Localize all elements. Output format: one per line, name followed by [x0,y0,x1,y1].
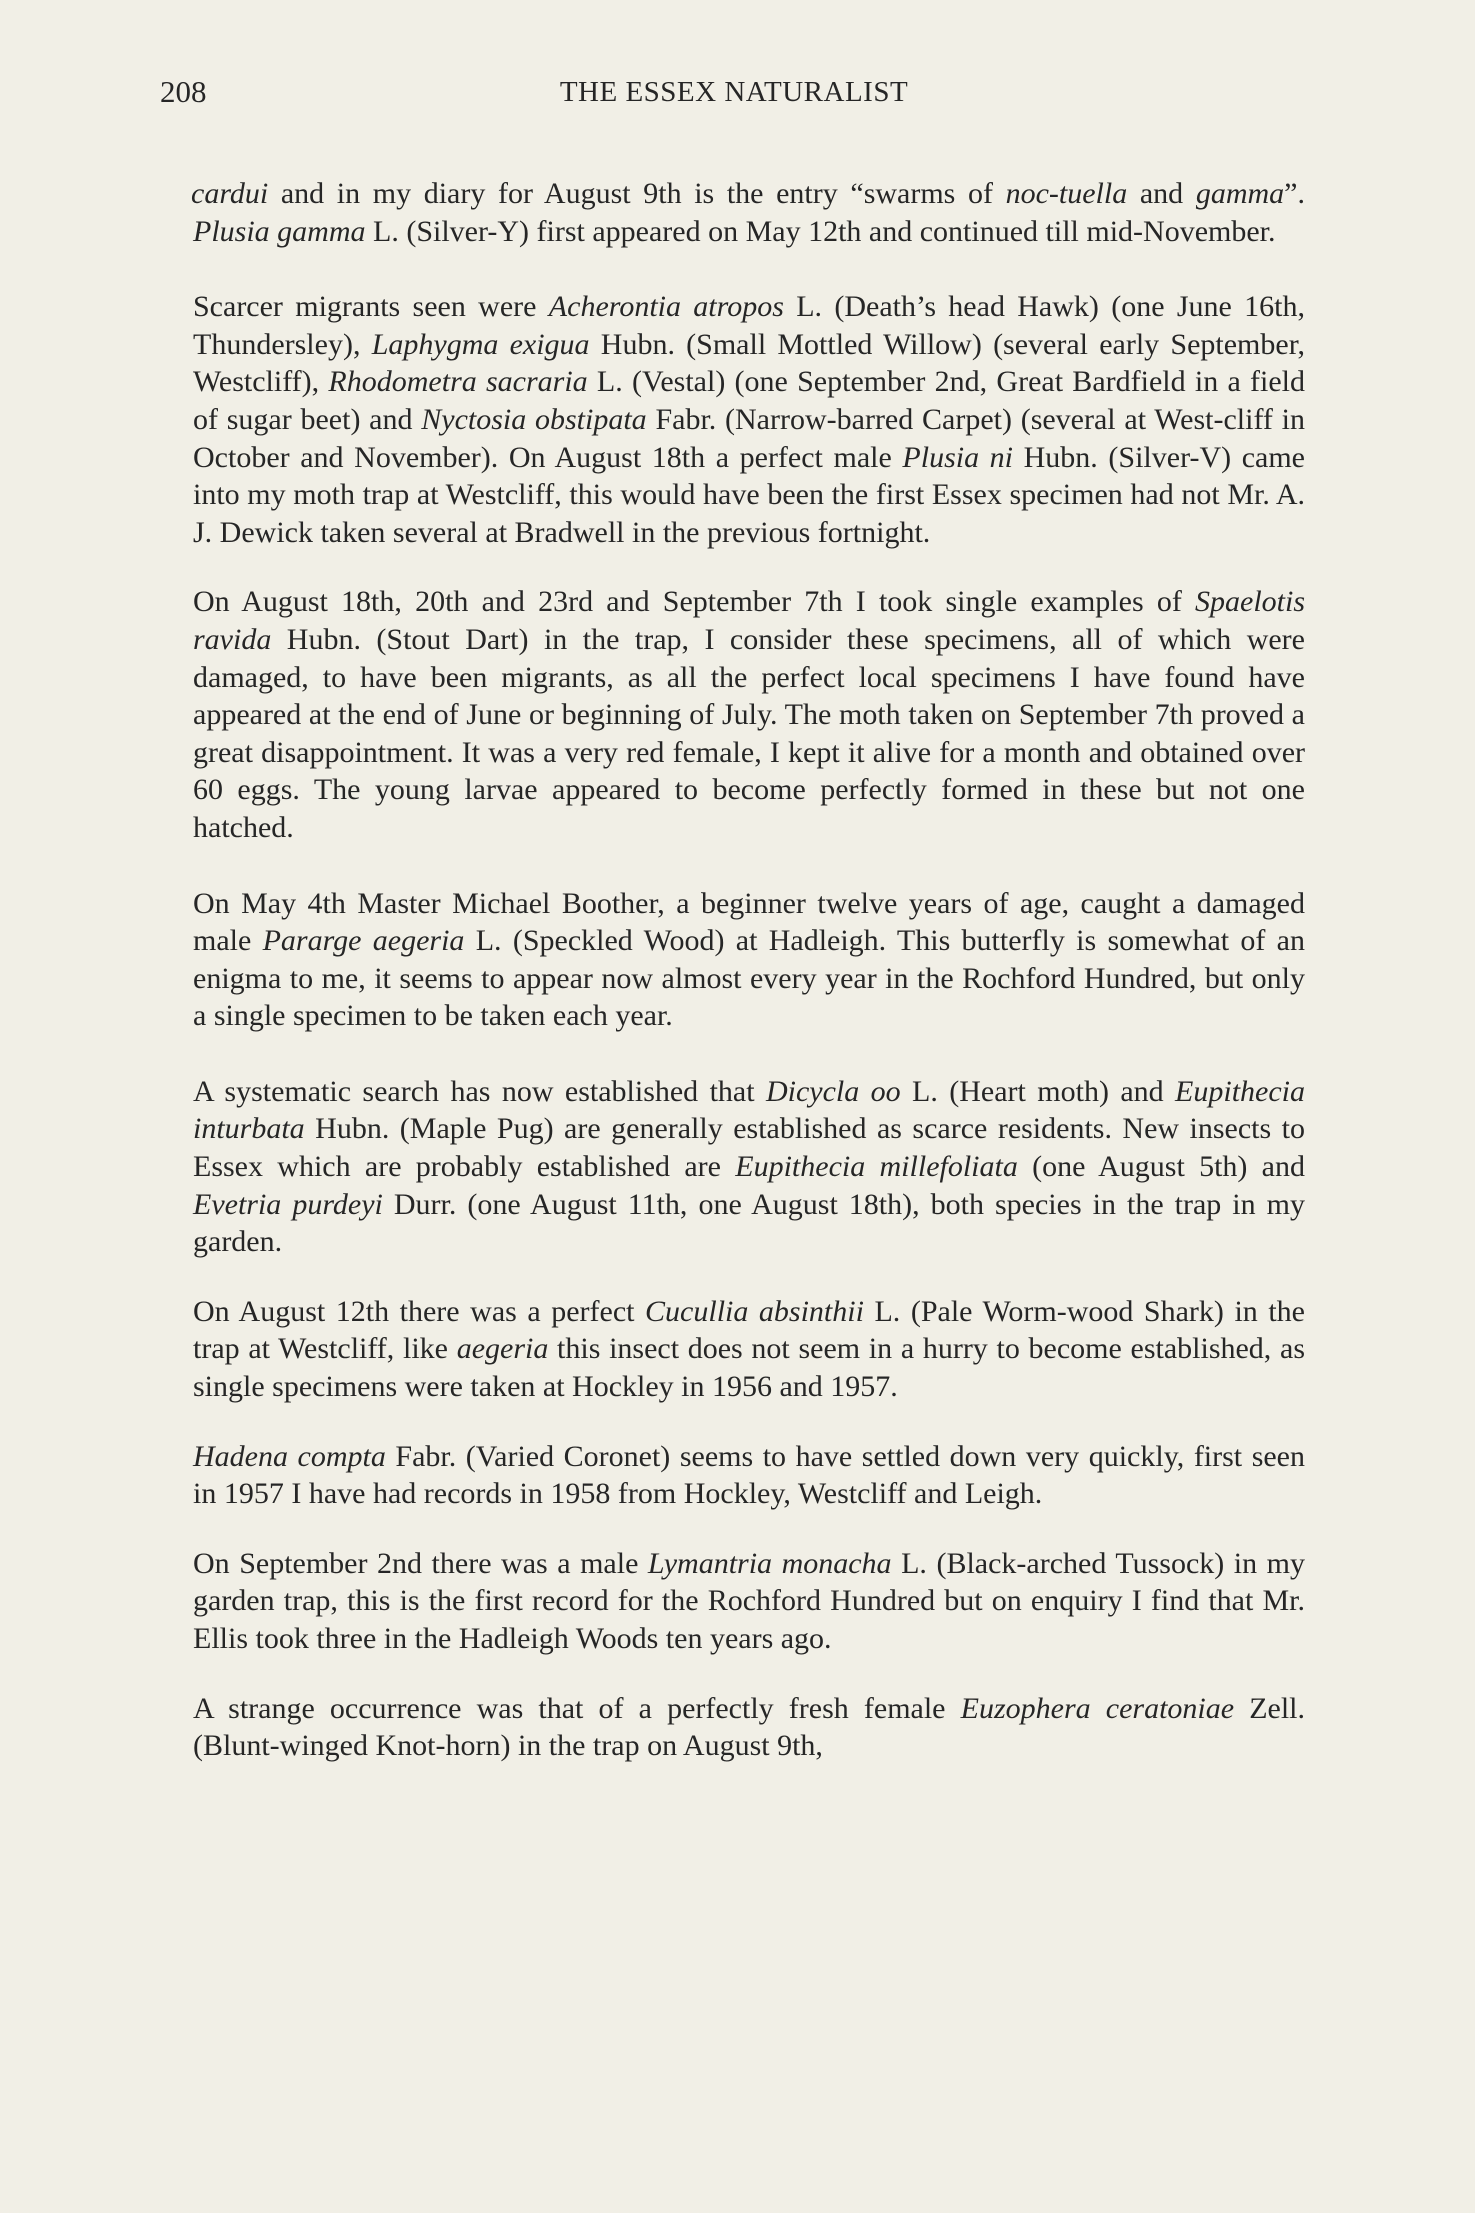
text-run: Durr. (one August 11th, one August 18th), both species in the trap in my garden. [193,1187,1305,1259]
italic-term: Euzophera ceratoniae [960,1691,1235,1725]
text-run: A strange occurrence was that of a perfectly fresh female [193,1691,961,1725]
paragraph [193,1438,1305,1513]
paragraph [193,1073,1305,1261]
italic-term: aegeria [456,1332,549,1366]
italic-term: Evetria purdeyi [193,1187,383,1221]
text-run: (one August 5th) and [1017,1150,1306,1184]
text-run: L. (Pale Worm-wood Shark) in the trap at Westcliff, like [193,1294,1305,1366]
text-run: and [1127,177,1196,210]
italic-term: Nyctosia obstipata [421,402,647,436]
paragraph [193,1690,1305,1765]
italic-term: Lymantria monacha [647,1546,892,1580]
italic-term: cardui [191,177,269,210]
italic-term: Pararge aegeria [262,924,465,958]
page-number: 208 [160,74,207,109]
paragraph [193,1293,1305,1406]
text-run: On May 4th Master Michael Boother, a beginner twelve years of age, caught a damaged male [193,886,1305,958]
paragraph [193,175,1305,250]
text-run: and in my diary for August 9th is the entry “swarms of [268,177,1006,210]
text-run: Hubn. (Stout Dart) in the trap, I consider these specimens, all of which were damaged, to have been migrants, as all the perfect local specimens I have found have appeared at the end of June or beginning of July. The moth taken on September 7th proved a great disappointment. It was a very red female, I kept it alive for a month and obtained over 60 eggs. The young larvae appeared to become perfectly formed in these but not one hatched. [193,622,1305,844]
italic-term: noc-tuella [1005,177,1128,210]
text-run: L. (Black-arched Tussock) in my garden trap, this is the first record for the Rochford Hundred but on enquiry I find that Mr. Ellis took three in the Hadleigh Woods ten years ago. [193,1546,1305,1655]
italic-term: Cucullia absinthii [645,1294,864,1328]
text-run: Fabr. (Narrow-barred Carpet) (several at West-cliff in October and November). On August 18th a perfect male [193,402,1305,474]
text-run: Fabr. (Varied Coronet) seems to have settled down very quickly, first seen in 1957 I have had records in 1958 from Hockley, Westcliff and Leigh. [193,1439,1306,1511]
text-run: ”. [1284,177,1305,210]
text-run: L. (Speckled Wood) at Hadleigh. This butterfly is somewhat of an enigma to me, it seems to appear now almost every year in the Rochford Hundred, but only a single specimen to be taken each year. [193,924,1305,1033]
paragraph [193,583,1305,846]
text-run: L. (Heart moth) and [900,1074,1176,1108]
text-run: A systematic search has now established that [193,1074,766,1108]
text-run: Hubn. (Silver-V) came into my moth trap at Westcliff, this would have been the first Essex specimen had not Mr. A. J. Dewick taken several at Bradwell in the previous fortnight. [193,440,1305,549]
text-run: L. (Silver-Y) first appeared on May 12th and continued till mid-November. [365,214,1276,248]
body-text [193,175,1305,1765]
text-run: On September 2nd there was a male [193,1546,648,1580]
paragraph [193,288,1305,551]
page-header [160,74,1308,118]
text-run: Zell. (Blunt-winged Knot-horn) in the trap on August 9th, [193,1691,1306,1763]
italic-term: gamma [1195,177,1285,210]
running-title: THE ESSEX NATURALIST [559,76,909,108]
text-run: L. (Vestal) (one September 2nd, Great Bardfield in a field of sugar beet) and [193,365,1305,436]
italic-term: Eupithecia millefoliata [735,1150,1018,1184]
italic-term: Plusia ni [902,440,1014,474]
paragraph [193,885,1305,1035]
italic-term: Dicycla oo [765,1074,901,1108]
paragraph [193,1545,1305,1658]
text-run: Hubn. (Maple Pug) are generally established as scarce residents. New insects to Essex which are probably established are [193,1112,1305,1184]
italic-term: Plusia gamma [193,214,366,248]
text-run: On August 12th there was a perfect [193,1294,646,1328]
text-run: Scarcer migrants seen were [193,290,549,324]
text-run: Hubn. (Small Mottled Willow) (several early September, Westcliff), [193,327,1305,399]
italic-term: Eupithecia inturbata [193,1074,1306,1146]
italic-term: Laphygma exigua [371,327,590,361]
italic-term: Hadena compta [193,1439,386,1473]
text-run: L. (Death’s head Hawk) (one June 16th, Thundersley), [193,290,1305,361]
text-run: this insect does not seem in a hurry to become established, as single specimens were taken at Hockley in 1956 and 1957. [193,1332,1305,1404]
italic-term: Rhodometra sacraria [328,365,588,399]
italic-term: Acherontia atropos [548,290,784,324]
text-run: On August 18th, 20th and 23rd and September 7th I took single examples of [193,585,1195,619]
italic-term: Spaelotis ravida [193,585,1305,656]
